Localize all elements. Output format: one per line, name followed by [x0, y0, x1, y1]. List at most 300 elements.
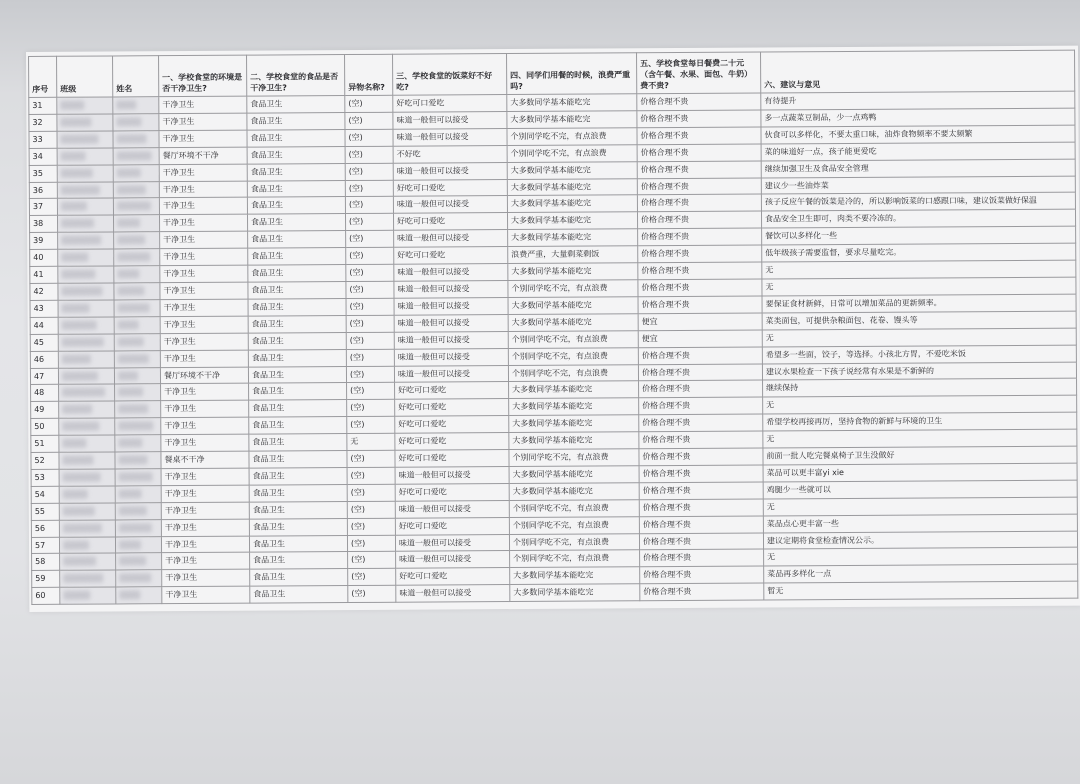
q2b-cell: (空) [346, 298, 394, 315]
seq-cell: 56 [31, 520, 59, 537]
q6-cell: 前面一批人吃完餐桌椅子卫生没做好 [763, 446, 1077, 465]
class-cell-redacted [59, 469, 115, 486]
q2b-cell: (空) [345, 129, 393, 146]
q4-cell: 个别同学吃不完，有点浪费 [508, 364, 638, 382]
q1-cell: 干净卫生 [161, 536, 249, 553]
q5-cell: 价格合理不贵 [639, 448, 763, 466]
redaction-blur [118, 388, 143, 397]
class-cell-redacted [57, 131, 113, 148]
q1-cell: 干净卫生 [159, 113, 247, 130]
q3-cell: 味道一般但可以接受 [394, 230, 508, 248]
survey-sheet [26, 46, 1080, 612]
q5-cell: 价格合理不贵 [639, 465, 763, 483]
seq-cell: 33 [29, 131, 57, 148]
class-cell-redacted [58, 266, 114, 283]
class-cell-redacted [60, 553, 116, 570]
name-cell-redacted [115, 502, 161, 519]
q1-cell: 干净卫生 [161, 384, 249, 401]
q3-cell: 不好吃 [393, 145, 507, 163]
class-cell-redacted [59, 503, 115, 520]
seq-cell: 38 [30, 216, 58, 233]
header-q5: 五、学校食堂每日餐费二十元（含午餐、水果、面包、牛奶）费不贵? [637, 52, 761, 94]
redaction-blur [117, 134, 147, 143]
seq-cell: 36 [29, 182, 57, 199]
q4-cell: 个别同学吃不完，有点浪费 [507, 128, 637, 146]
q1-cell: 干净卫生 [160, 282, 248, 299]
q4-cell: 大多数同学基本能吃完 [508, 314, 638, 332]
redaction-blur [63, 557, 96, 566]
q3-cell: 味道一般但可以接受 [394, 297, 508, 315]
q2b-cell: (空) [347, 467, 395, 484]
q4-cell: 个别同学吃不完，有点浪费 [509, 516, 639, 534]
q6-cell: 暂无 [764, 581, 1078, 600]
q2-cell: 食品卫生 [249, 383, 347, 401]
q4-cell: 个别同学吃不完，有点浪费 [510, 550, 640, 568]
redaction-blur [61, 270, 95, 279]
redaction-blur [118, 303, 150, 312]
q4-cell: 个别同学吃不完，有点浪费 [508, 280, 638, 298]
q4-cell: 大多数同学基本能吃完 [507, 212, 637, 230]
name-cell-redacted [115, 401, 161, 418]
q2-cell: 食品卫生 [248, 231, 346, 249]
seq-cell: 47 [30, 368, 58, 385]
header-class: 班级 [57, 56, 113, 97]
q1-cell: 干净卫生 [160, 316, 248, 333]
redaction-blur [62, 354, 91, 363]
q5-cell: 价格合理不贵 [638, 279, 762, 297]
name-cell-redacted [116, 553, 162, 570]
q2b-cell: (空) [345, 163, 393, 180]
q6-cell: 孩子反应午餐的饭菜是冷的，所以影响饭菜的口感跟口味，建议饭菜做好保温 [761, 193, 1075, 212]
table-body [29, 91, 1078, 605]
name-cell-redacted [115, 384, 161, 401]
name-cell-redacted [113, 215, 159, 232]
redaction-blur [63, 523, 102, 532]
q3-cell: 味道一般但可以接受 [393, 111, 507, 129]
q1-cell: 干净卫生 [160, 248, 248, 265]
q4-cell: 大多数同学基本能吃完 [509, 415, 639, 433]
q1-cell: 干净卫生 [160, 350, 248, 367]
redaction-blur [63, 489, 88, 498]
redaction-blur [61, 134, 99, 143]
q4-cell: 大多数同学基本能吃完 [509, 398, 639, 416]
name-cell-redacted [113, 131, 159, 148]
q2-cell: 食品卫生 [247, 129, 345, 147]
q5-cell: 价格合理不贵 [639, 516, 763, 534]
redaction-blur [119, 591, 140, 600]
q5-cell: 便宜 [638, 330, 762, 348]
redaction-blur [119, 574, 151, 583]
redaction-blur [119, 540, 141, 549]
q5-cell: 价格合理不贵 [638, 262, 762, 280]
q3-cell: 味道一般但可以接受 [393, 128, 507, 146]
q2b-cell: (空) [346, 231, 394, 248]
q6-cell: 建议少一些油炸菜 [761, 176, 1075, 195]
q2b-cell: (空) [345, 180, 393, 197]
q4-cell: 大多数同学基本能吃完 [507, 94, 637, 112]
q5-cell: 价格合理不贵 [639, 533, 763, 551]
class-cell-redacted [59, 537, 115, 554]
q4-cell: 大多数同学基本能吃完 [509, 432, 639, 450]
q6-cell: 继续加强卫生及食品安全管理 [761, 159, 1075, 178]
q3-cell: 好吃可口爱吃 [395, 517, 509, 535]
q2b-cell: (空) [346, 315, 394, 332]
q4-cell: 个别同学吃不完，有点浪费 [508, 347, 638, 365]
q5-cell: 价格合理不贵 [639, 380, 763, 398]
q5-cell: 价格合理不贵 [637, 178, 761, 196]
q2-cell: 食品卫生 [249, 484, 347, 502]
q3-cell: 味道一般但可以接受 [395, 500, 509, 518]
redaction-blur [117, 269, 139, 278]
redaction-blur [63, 506, 95, 515]
class-cell-redacted [60, 570, 116, 587]
q2-cell: 食品卫生 [247, 163, 345, 181]
q3-cell: 味道一般但可以接受 [394, 281, 508, 299]
seq-cell: 39 [30, 233, 58, 250]
q2-cell: 食品卫生 [248, 349, 346, 367]
name-cell-redacted [114, 232, 160, 249]
q6-cell: 希望学校再接再厉，坚持食物的新鲜与环境的卫生 [763, 412, 1077, 431]
redaction-blur [62, 439, 86, 448]
q3-cell: 味道一般但可以接受 [394, 314, 508, 332]
seq-cell: 54 [31, 486, 59, 503]
q5-cell: 价格合理不贵 [640, 549, 764, 567]
redaction-blur [119, 557, 146, 566]
q6-cell: 要保证食材新鲜，日常可以增加菜品的更新频率。 [762, 294, 1076, 313]
q2b-cell: (空) [347, 450, 395, 467]
q5-cell: 价格合理不贵 [637, 93, 761, 111]
q3-cell: 好吃可口爱吃 [395, 483, 509, 501]
q4-cell: 个别同学吃不完，有点浪费 [509, 500, 639, 518]
q5-cell: 价格合理不贵 [637, 144, 761, 162]
q1-cell: 干净卫生 [161, 519, 249, 536]
header-seq: 序号 [29, 56, 57, 97]
q1-cell: 干净卫生 [161, 434, 249, 451]
redaction-blur [118, 438, 142, 447]
q2-cell: 食品卫生 [247, 180, 345, 198]
name-cell-redacted [115, 435, 161, 452]
class-cell-redacted [58, 317, 114, 334]
q2b-cell: (空) [346, 332, 394, 349]
q1-cell: 餐桌不干净 [161, 451, 249, 468]
q5-cell: 价格合理不贵 [638, 364, 762, 382]
q2-cell: 食品卫生 [249, 417, 347, 435]
q1-cell: 干净卫生 [159, 130, 247, 147]
redaction-blur [118, 354, 149, 363]
seq-cell: 32 [29, 114, 57, 131]
q1-cell: 干净卫生 [160, 265, 248, 282]
q3-cell: 好吃可口爱吃 [395, 450, 509, 468]
q3-cell: 好吃可口爱吃 [394, 247, 508, 265]
q2b-cell: (空) [345, 214, 393, 231]
redaction-blur [117, 185, 146, 194]
q4-cell: 大多数同学基本能吃完 [509, 381, 639, 399]
header-q4: 四、同学们用餐的时候，浪费严重吗? [507, 53, 637, 95]
class-cell-redacted [60, 587, 116, 604]
seq-cell: 53 [31, 469, 59, 486]
q4-cell: 大多数同学基本能吃完 [510, 567, 640, 585]
seq-cell: 49 [31, 402, 59, 419]
q4-cell: 大多数同学基本能吃完 [507, 111, 637, 129]
q6-cell: 菜品再多样化一点 [764, 564, 1078, 583]
q3-cell: 味道一般但可以接受 [394, 264, 508, 282]
q2-cell: 食品卫生 [249, 400, 347, 418]
name-cell-redacted [116, 587, 162, 604]
q3-cell: 味道一般但可以接受 [394, 348, 508, 366]
q6-cell: 无 [762, 328, 1076, 347]
name-cell-redacted [115, 536, 161, 553]
q5-cell: 价格合理不贵 [638, 228, 762, 246]
q4-cell: 大多数同学基本能吃完 [508, 297, 638, 315]
q6-cell: 无 [763, 429, 1077, 448]
q3-cell: 味道一般但可以接受 [394, 331, 508, 349]
name-cell-redacted [114, 283, 160, 300]
q2-cell: 食品卫生 [248, 366, 346, 384]
q5-cell: 价格合理不贵 [637, 194, 761, 212]
seq-cell: 57 [31, 537, 59, 554]
q2b-cell: (空) [347, 484, 395, 501]
q2-cell: 食品卫生 [247, 197, 345, 215]
redaction-blur [62, 337, 104, 346]
redaction-blur [60, 101, 84, 110]
q5-cell: 价格合理不贵 [638, 245, 762, 263]
name-cell-redacted [115, 486, 161, 503]
name-cell-redacted [115, 418, 161, 435]
q3-cell: 味道一般但可以接受 [393, 162, 507, 180]
header-name: 姓名 [113, 56, 159, 97]
q2b-cell: (空) [347, 400, 395, 417]
q6-cell: 无 [763, 497, 1077, 516]
q2-cell: 食品卫生 [249, 535, 347, 553]
q4-cell: 大多数同学基本能吃完 [508, 229, 638, 247]
name-cell-redacted [114, 300, 160, 317]
q2b-cell: (空) [347, 518, 395, 535]
q4-cell: 大多数同学基本能吃完 [509, 483, 639, 501]
seq-cell: 60 [32, 588, 60, 605]
q2-cell: 食品卫生 [249, 501, 347, 519]
q1-cell: 干净卫生 [159, 164, 247, 181]
q3-cell: 味道一般但可以接受 [396, 551, 510, 569]
class-cell-redacted [58, 249, 114, 266]
q1-cell: 干净卫生 [160, 299, 248, 316]
q1-cell: 干净卫生 [159, 198, 247, 215]
q2b-cell: (空) [348, 569, 396, 586]
q1-cell: 餐厅环境不干净 [160, 367, 248, 384]
q2b-cell: (空) [347, 535, 395, 552]
q2-cell: 食品卫生 [250, 552, 348, 570]
q1-cell: 干净卫生 [161, 502, 249, 519]
class-cell-redacted [59, 452, 115, 469]
class-cell-redacted [58, 351, 114, 368]
q4-cell: 个别同学吃不完，有点浪费 [508, 330, 638, 348]
redaction-blur [61, 168, 93, 177]
q5-cell: 价格合理不贵 [639, 397, 763, 415]
q2b-cell: (空) [347, 416, 395, 433]
seq-cell: 34 [29, 148, 57, 165]
class-cell-redacted [58, 300, 114, 317]
q4-cell: 大多数同学基本能吃完 [507, 195, 637, 213]
q2b-cell: (空) [345, 95, 393, 112]
q1-cell: 干净卫生 [162, 586, 250, 603]
name-cell-redacted [113, 147, 159, 164]
class-cell-redacted [59, 486, 115, 503]
seq-cell: 48 [31, 385, 59, 402]
q1-cell: 干净卫生 [162, 570, 250, 587]
q3-cell: 好吃可口爱吃 [393, 213, 507, 231]
name-cell-redacted [115, 452, 161, 469]
q3-cell: 味道一般但可以接受 [394, 365, 508, 383]
redaction-blur [116, 100, 136, 109]
q5-cell: 价格合理不贵 [640, 566, 764, 584]
q4-cell: 大多数同学基本能吃完 [509, 466, 639, 484]
redaction-blur [117, 236, 145, 245]
class-cell-redacted [57, 148, 113, 165]
class-cell-redacted [58, 367, 114, 384]
q2b-cell: (空) [345, 197, 393, 214]
q5-cell: 价格合理不贵 [640, 583, 764, 601]
q6-cell: 低年级孩子需要监督，要求尽量吃完。 [762, 243, 1076, 262]
q2-cell: 食品卫生 [249, 467, 347, 485]
q1-cell: 干净卫生 [159, 214, 247, 231]
redaction-blur [117, 219, 140, 228]
q4-cell: 个别同学吃不完，有点浪费 [509, 533, 639, 551]
name-cell-redacted [115, 469, 161, 486]
name-cell-redacted [114, 333, 160, 350]
header-q2b: 异物名称? [345, 54, 393, 95]
redaction-blur [116, 117, 141, 126]
redaction-blur [63, 472, 101, 481]
q6-cell: 餐饮可以多样化一些 [762, 226, 1076, 245]
name-cell-redacted [114, 249, 160, 266]
class-cell-redacted [57, 198, 113, 215]
q2-cell: 食品卫生 [248, 265, 346, 283]
redaction-blur [117, 151, 152, 160]
q2b-cell: (空) [346, 281, 394, 298]
q6-cell: 菜品可以更丰富yi xie [763, 463, 1077, 482]
q6-cell: 多一点蔬菜豆制品，少一点鸡鸭 [761, 108, 1075, 127]
q6-cell: 菜品点心更丰富一些 [763, 514, 1077, 533]
q1-cell: 干净卫生 [159, 96, 247, 113]
q2-cell: 食品卫生 [247, 214, 345, 232]
q3-cell: 好吃可口爱吃 [396, 568, 510, 586]
header-row [29, 50, 1075, 97]
q2-cell: 食品卫生 [247, 96, 345, 114]
name-cell-redacted [113, 164, 159, 181]
seq-cell: 31 [29, 97, 57, 114]
q5-cell: 价格合理不贵 [639, 482, 763, 500]
q3-cell: 味道一般但可以接受 [396, 585, 510, 603]
redaction-blur [117, 168, 141, 177]
q5-cell: 价格合理不贵 [638, 347, 762, 365]
q1-cell: 干净卫生 [161, 485, 249, 502]
q2-cell: 食品卫生 [248, 248, 346, 266]
q6-cell: 伙食可以多样化，不要太重口味，油炸食物频率不要太频繁 [761, 125, 1075, 144]
class-cell-redacted [58, 232, 114, 249]
redaction-blur [60, 118, 91, 127]
class-cell-redacted [59, 435, 115, 452]
q6-cell: 继续保持 [763, 378, 1077, 397]
q2b-cell: (空) [346, 366, 394, 383]
q5-cell: 便宜 [638, 313, 762, 331]
redaction-blur [119, 489, 142, 498]
seq-cell: 44 [30, 317, 58, 334]
class-cell-redacted [57, 165, 113, 182]
redaction-blur [118, 337, 144, 346]
redaction-blur [61, 202, 87, 211]
redaction-blur [61, 253, 88, 262]
seq-cell: 52 [31, 452, 59, 469]
q5-cell: 价格合理不贵 [639, 499, 763, 517]
q1-cell: 干净卫生 [161, 468, 249, 485]
redaction-blur [62, 405, 92, 414]
seq-cell: 46 [30, 351, 58, 368]
q3-cell: 好吃可口爱吃 [395, 382, 509, 400]
seq-cell: 55 [31, 503, 59, 520]
name-cell-redacted [114, 266, 160, 283]
seq-cell: 45 [30, 334, 58, 351]
q4-cell: 个别同学吃不完，有点浪费 [507, 144, 637, 162]
q6-cell: 食品安全卫生即可，肉类不要冷冻的。 [761, 209, 1075, 228]
class-cell-redacted [58, 283, 114, 300]
redaction-blur [61, 236, 101, 245]
q1-cell: 干净卫生 [161, 417, 249, 434]
q1-cell: 餐厅环境不干净 [159, 147, 247, 164]
q1-cell: 干净卫生 [160, 333, 248, 350]
redaction-blur [63, 574, 103, 583]
name-cell-redacted [114, 367, 160, 384]
q6-cell: 无 [764, 548, 1078, 567]
redaction-blur [62, 456, 93, 465]
q2-cell: 食品卫生 [250, 586, 348, 604]
redaction-blur [118, 371, 138, 380]
seq-cell: 35 [29, 165, 57, 182]
seq-cell: 43 [30, 300, 58, 317]
q3-cell: 好吃可口爱吃 [395, 416, 509, 434]
q5-cell: 价格合理不贵 [637, 127, 761, 145]
header-q6: 六、建议与意见 [761, 50, 1075, 93]
seq-cell: 37 [29, 199, 57, 216]
q2b-cell: (空) [346, 349, 394, 366]
q2-cell: 食品卫生 [248, 282, 346, 300]
class-cell-redacted [57, 114, 113, 131]
redaction-blur [61, 287, 102, 296]
class-cell-redacted [58, 334, 114, 351]
class-cell-redacted [59, 418, 115, 435]
q2-cell: 食品卫生 [249, 451, 347, 469]
class-cell-redacted [59, 401, 115, 418]
q6-cell: 菜的味道好一点，孩子能更爱吃 [761, 142, 1075, 161]
q6-cell: 菜类面包，可提供杂粮面包、花卷、馒头等 [762, 311, 1076, 330]
q4-cell: 大多数同学基本能吃完 [508, 263, 638, 281]
seq-cell: 41 [30, 266, 58, 283]
q4-cell: 浪费严重，大量剩菜剩饭 [508, 246, 638, 264]
class-cell-redacted [57, 97, 113, 114]
seq-cell: 42 [30, 283, 58, 300]
q1-cell: 干净卫生 [162, 553, 250, 570]
redaction-blur [61, 219, 94, 228]
q2-cell: 食品卫生 [249, 434, 347, 452]
q3-cell: 好吃可口爱吃 [395, 399, 509, 417]
header-q3: 三、学校食堂的饭菜好不好吃? [393, 54, 507, 96]
q6-cell: 无 [762, 260, 1076, 279]
redaction-blur [62, 371, 98, 380]
q2-cell: 食品卫生 [248, 298, 346, 316]
redaction-blur [117, 252, 150, 261]
redaction-blur [117, 286, 144, 295]
redaction-blur [118, 421, 153, 430]
q2-cell: 食品卫生 [247, 112, 345, 130]
seq-cell: 59 [32, 571, 60, 588]
